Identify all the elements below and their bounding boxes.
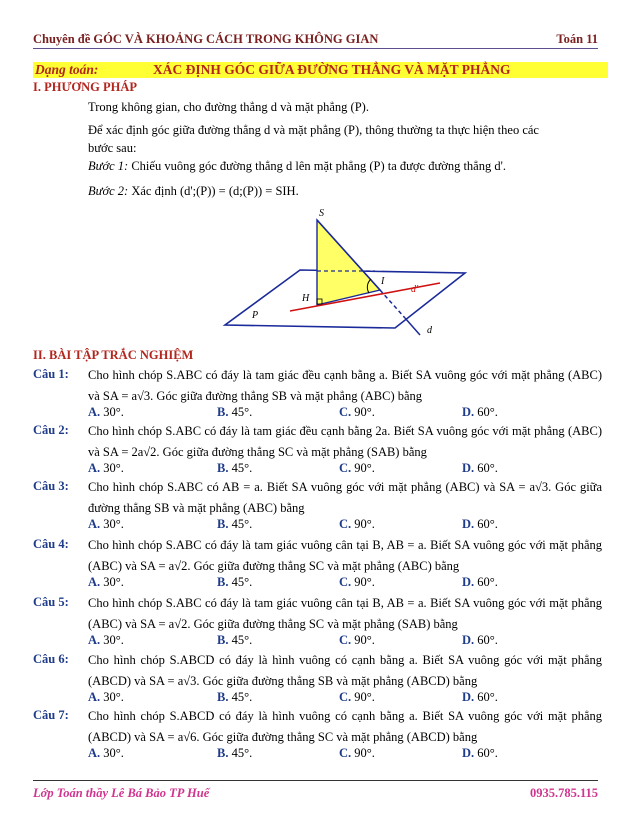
method-step-1: [88, 157, 506, 175]
answer-option[interactable]: [88, 690, 124, 705]
option-letter: C.: [339, 517, 352, 531]
answer-option[interactable]: [217, 690, 252, 705]
answer-option[interactable]: [462, 690, 498, 705]
question-number: Câu 6:: [33, 652, 69, 666]
step-1-text: Chiếu vuông góc đường thẳng d lên mặt phẳng (P) ta được đường thẳng d'.: [131, 159, 506, 173]
method-line-2: Để xác định góc giữa đường thẳng d và mặt phẳng (P), thông thường ta thực hiện theo các: [88, 123, 539, 137]
option-value: 30°.: [103, 746, 124, 760]
question-text: Cho hình chóp S.ABC có đáy là tam giác vuông cân tại B, AB = a. Biết SA vuông góc với mặt phẳng (ABC) và SA = a√2. Góc giữa đường thẳng SC và mặt phẳng (SAB) bằng: [88, 596, 602, 631]
answer-option[interactable]: [339, 405, 375, 420]
option-letter: D.: [462, 690, 475, 704]
option-value: 45°.: [231, 690, 253, 704]
label-d-prime: d': [411, 284, 419, 295]
option-letter: B.: [217, 690, 229, 704]
option-value: 90°.: [354, 690, 375, 704]
line-d-ext: [405, 318, 420, 335]
section-exercises-title: II. BÀI TẬP TRẮC NGHIỆM: [33, 348, 194, 362]
option-value: 60°.: [477, 690, 498, 704]
option-value: 90°.: [354, 461, 375, 475]
option-letter: A.: [88, 746, 101, 760]
answer-option[interactable]: [217, 461, 252, 476]
question-number: Câu 7:: [33, 708, 69, 722]
answer-option[interactable]: [339, 633, 375, 648]
answer-option[interactable]: [88, 633, 124, 648]
question-text: Cho hình chóp S.ABCD có đáy là hình vuông có cạnh bằng a. Biết SA vuông góc với mặt phẳng (ABCD) và SA = a√3. Góc giữa đường thẳng SB và mặt phẳng (ABCD) bằng: [88, 653, 602, 688]
question-text: Cho hình chóp S.ABCD có đáy là hình vuông có cạnh bằng a. Biết SA vuông góc với mặt phẳng (ABCD) và SA = a√6. Góc giữa đường thẳng SC và mặt phẳng (ABCD) bằng: [88, 709, 602, 744]
topic-label: Dạng toán:: [35, 62, 99, 77]
answer-option[interactable]: [88, 575, 124, 590]
option-value: 45°.: [231, 575, 253, 589]
option-value: 30°.: [103, 517, 124, 531]
step-1-label: Bước 1:: [88, 159, 129, 173]
answer-option[interactable]: [339, 690, 375, 705]
option-letter: D.: [462, 517, 475, 531]
method-step-2: [88, 182, 299, 200]
option-value: 60°.: [477, 633, 498, 647]
header-subject: Toán 11: [556, 32, 598, 46]
question-text: Cho hình chóp S.ABC có đáy là tam giác đều cạnh bằng 2a. Biết SA vuông góc với mặt phẳng (ABC) và SA = 2a√2. Góc giữa đường thẳng SC và mặt phẳng (SAB) bằng: [88, 424, 602, 459]
option-letter: D.: [462, 405, 475, 419]
label-i: I: [381, 276, 385, 287]
answer-option[interactable]: [339, 517, 375, 532]
option-value: 60°.: [477, 517, 498, 531]
footer-phone: 0935.785.115: [529, 786, 598, 800]
option-value: 60°.: [477, 746, 498, 760]
option-letter: C.: [339, 690, 352, 704]
question-text: Cho hình chóp S.ABC có đáy là tam giác vuông cân tại B, AB = a. Biết SA vuông góc với mặt phẳng (ABC) và SA = a√2. Góc giữa đường thẳng SC và mặt phẳng (ABC) bằng: [88, 538, 602, 573]
option-letter: B.: [217, 461, 229, 475]
answer-option[interactable]: [217, 633, 252, 648]
option-letter: B.: [217, 575, 229, 589]
step-2-label: Bước 2:: [88, 184, 129, 198]
option-value: 30°.: [103, 405, 124, 419]
option-letter: A.: [88, 461, 101, 475]
option-value: 90°.: [354, 633, 375, 647]
answer-option[interactable]: [217, 746, 252, 761]
option-letter: C.: [339, 746, 352, 760]
option-letter: A.: [88, 690, 101, 704]
option-value: 45°.: [231, 405, 253, 419]
option-letter: A.: [88, 517, 101, 531]
option-value: 45°.: [231, 633, 253, 647]
option-letter: D.: [462, 633, 475, 647]
label-d: d: [427, 325, 432, 336]
option-letter: A.: [88, 405, 101, 419]
option-value: 30°.: [103, 690, 124, 704]
answer-option[interactable]: [339, 746, 375, 761]
method-line-3: bước sau:: [88, 141, 137, 155]
answer-option[interactable]: [217, 575, 252, 590]
option-letter: C.: [339, 405, 352, 419]
answer-option[interactable]: [339, 575, 375, 590]
question-number: Câu 3:: [33, 479, 69, 493]
option-letter: C.: [339, 575, 352, 589]
answer-option[interactable]: [339, 461, 375, 476]
answer-option[interactable]: [88, 405, 124, 420]
question-text: Cho hình chóp S.ABC có đáy là tam giác đều cạnh bằng a. Biết SA vuông góc với mặt phẳng (ABC) và SA = a√3. Góc giữa đường thẳng SB và mặt phẳng (ABC) bằng: [88, 368, 602, 403]
page-header: [33, 30, 598, 49]
header-topic: Chuyên đề GÓC VÀ KHOẢNG CÁCH TRONG KHÔNG GIAN: [33, 32, 379, 46]
answer-option[interactable]: [88, 517, 124, 532]
angle-figure: [205, 205, 475, 340]
answer-option[interactable]: [88, 461, 124, 476]
option-value: 45°.: [231, 746, 253, 760]
question-number: Câu 2:: [33, 423, 69, 437]
option-letter: C.: [339, 461, 352, 475]
right-triangle-shi: [317, 220, 380, 305]
answer-option[interactable]: [88, 746, 124, 761]
option-letter: B.: [217, 633, 229, 647]
answer-option[interactable]: [462, 575, 498, 590]
answer-option[interactable]: [462, 405, 498, 420]
option-letter: B.: [217, 746, 229, 760]
option-value: 60°.: [477, 405, 498, 419]
option-value: 30°.: [103, 461, 124, 475]
option-value: 45°.: [231, 461, 253, 475]
question-number: Câu 1:: [33, 367, 69, 381]
step-2-text: Xác định (d';(P)) = (d;(P)) = SIH.: [131, 184, 299, 198]
option-value: 90°.: [354, 405, 375, 419]
option-letter: A.: [88, 575, 101, 589]
option-value: 90°.: [354, 575, 375, 589]
option-value: 30°.: [103, 633, 124, 647]
option-value: 45°.: [231, 517, 253, 531]
option-letter: D.: [462, 461, 475, 475]
answer-option[interactable]: [462, 517, 498, 532]
question-number: Câu 4:: [33, 537, 69, 551]
footer-teacher: Lớp Toán thầy Lê Bá Bảo TP Huế: [33, 786, 210, 800]
option-value: 30°.: [103, 575, 124, 589]
label-s: S: [319, 208, 324, 219]
option-value: 90°.: [354, 517, 375, 531]
option-letter: D.: [462, 746, 475, 760]
answer-option[interactable]: [462, 633, 498, 648]
topic-banner: [33, 62, 608, 78]
option-letter: B.: [217, 517, 229, 531]
question-text: Cho hình chóp S.ABC có AB = a. Biết SA vuông góc với mặt phẳng (ABC) và SA = a√3. Góc giữa đường thẳng SB và mặt phẳng (ABC) bằng: [88, 480, 602, 515]
method-line-1: Trong không gian, cho đường thẳng d và mặt phẳng (P).: [88, 100, 369, 114]
option-letter: D.: [462, 575, 475, 589]
option-value: 60°.: [477, 461, 498, 475]
option-letter: C.: [339, 633, 352, 647]
answer-option[interactable]: [462, 461, 498, 476]
answer-option[interactable]: [217, 517, 252, 532]
topic-title: XÁC ĐỊNH GÓC GIỮA ĐƯỜNG THẲNG VÀ MẶT PHẲNG: [153, 62, 511, 77]
label-p: P: [252, 310, 259, 321]
question-number: Câu 5:: [33, 595, 69, 609]
option-letter: B.: [217, 405, 229, 419]
section-method-title: I. PHƯƠNG PHÁP: [33, 80, 138, 94]
label-h: H: [302, 293, 310, 304]
page-footer: [33, 780, 598, 800]
option-letter: A.: [88, 633, 101, 647]
answer-option[interactable]: [462, 746, 498, 761]
option-value: 60°.: [477, 575, 498, 589]
option-value: 90°.: [354, 746, 375, 760]
answer-option[interactable]: [217, 405, 252, 420]
